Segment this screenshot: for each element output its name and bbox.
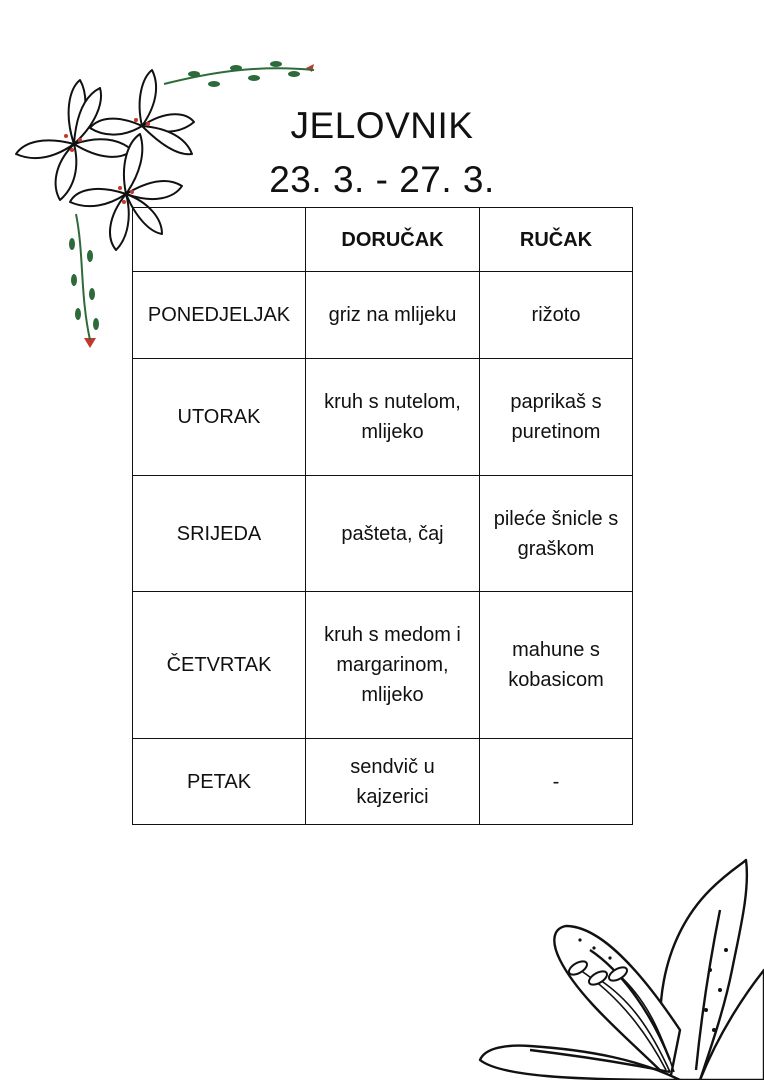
day-cell: UTORAK	[133, 359, 306, 476]
page-title: JELOVNIK	[290, 105, 474, 146]
lily-flower-icon	[470, 850, 764, 1080]
table-row	[133, 739, 633, 825]
table-row	[133, 476, 633, 592]
column-header-breakfast: DORUČAK	[306, 208, 480, 272]
table-row	[133, 592, 633, 739]
day-cell: PONEDJELJAK	[133, 272, 306, 359]
breakfast-cell: pašteta, čaj	[306, 476, 480, 592]
lunch-cell: pileće šnicle s graškom	[480, 476, 633, 592]
table-row	[133, 272, 633, 359]
breakfast-cell: kruh s medom i margarinom, mlijeko	[306, 592, 480, 739]
date-range: 23. 3. - 27. 3.	[269, 159, 495, 200]
breakfast-cell: sendvič u kajzerici	[306, 739, 480, 825]
day-cell: ČETVRTAK	[133, 592, 306, 739]
lunch-cell: mahune s kobasicom	[480, 592, 633, 739]
table-header-row	[133, 208, 633, 272]
column-header-lunch: RUČAK	[480, 208, 633, 272]
day-cell: SRIJEDA	[133, 476, 306, 592]
lunch-cell: rižoto	[480, 272, 633, 359]
column-header-day	[133, 208, 306, 272]
breakfast-cell: griz na mlijeku	[306, 272, 480, 359]
table-row	[133, 359, 633, 476]
menu-table	[132, 207, 633, 825]
lunch-cell: -	[480, 739, 633, 825]
lunch-cell: paprikaš s puretinom	[480, 359, 633, 476]
day-cell: PETAK	[133, 739, 306, 825]
breakfast-cell: kruh s nutelom, mlijeko	[306, 359, 480, 476]
